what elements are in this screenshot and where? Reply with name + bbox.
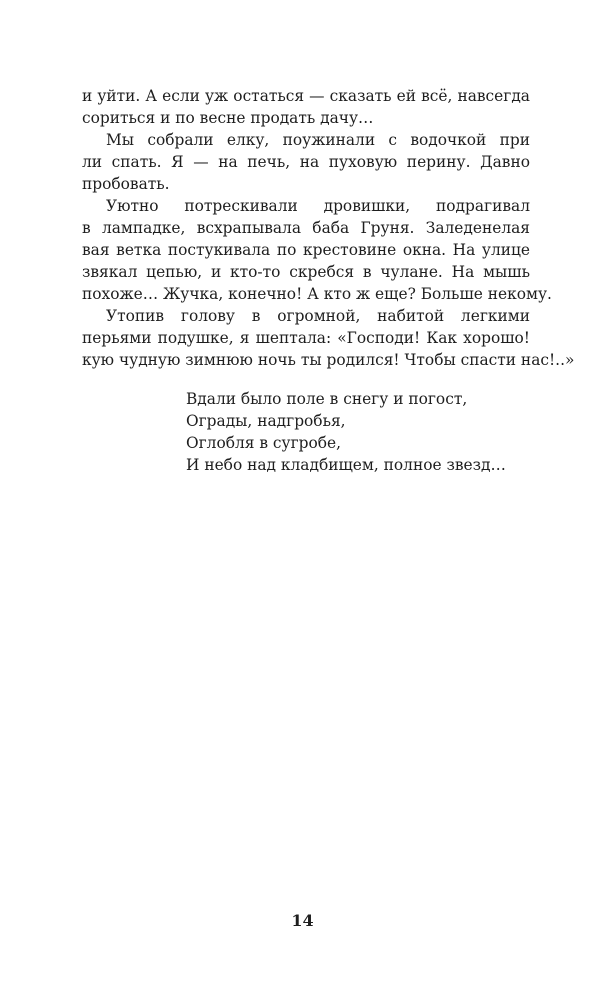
poem-line: Ограды, надгробья, [186, 412, 346, 430]
text-line: пробовать. [82, 175, 170, 193]
text-line: сориться и по весне продать дачу… [82, 109, 374, 127]
poem-line: Вдали было поле в снегу и погост, [186, 390, 468, 408]
text-line: и уйти. А если уж остаться — сказать ей всё, навсегда [82, 87, 530, 105]
text-line: Утопив голову в огромной, набитой легкими [106, 307, 530, 325]
page-number: 14 [291, 911, 314, 930]
text-line: Мы собрали елку, поужинали с водочкой при [106, 131, 530, 149]
text-line: вая ветка постукивала по крестовине окна. На улице [82, 241, 530, 259]
text-line: Уютно потрескивали дровишки, подрагивал [106, 197, 530, 215]
text-line: ли спать. Я — на печь, на пуховую перину. Давно [82, 153, 530, 171]
text-line: в лампадке, всхрапывала баба Груня. Заледенелая [82, 219, 530, 237]
text-line: похоже… Жучка, конечно! А кто ж еще? Больше некому. [82, 285, 552, 303]
text-line: звякал цепью, и кто-то скребся в чулане. На мышь [82, 263, 530, 281]
poem-line: И небо над кладбищем, полное звезд… [186, 456, 506, 474]
text-line: кую чудную зимнюю ночь ты родился! Чтобы спасти нас!..» [82, 351, 575, 369]
poem-line: Оглобля в сугробе, [186, 434, 342, 452]
text-line: перьями подушке, я шептала: «Господи! Как хорошо! [82, 329, 530, 347]
